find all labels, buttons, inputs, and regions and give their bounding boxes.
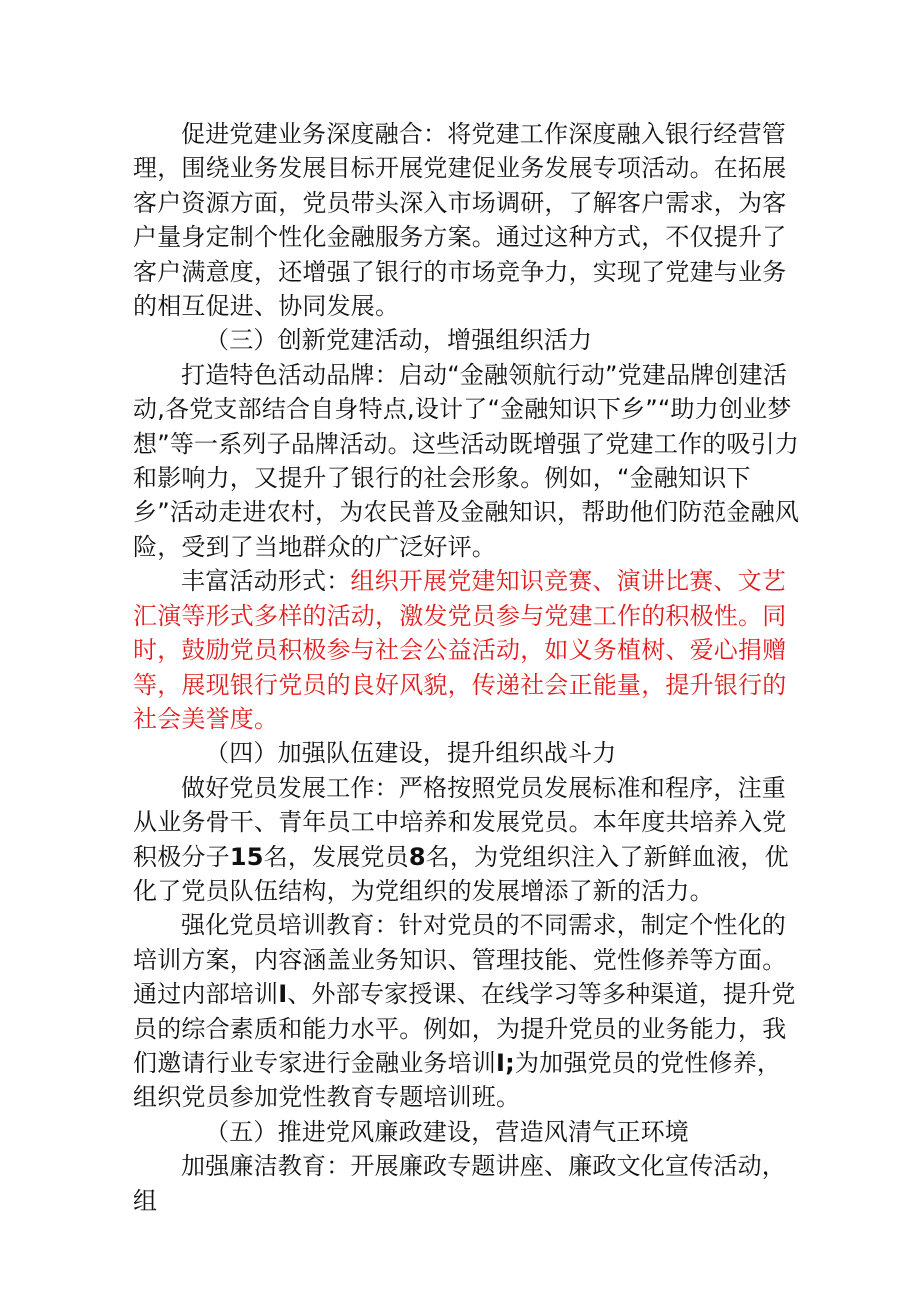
text-segment: 做好党员发展工作：严格按照党员发展标准和程序，注重从业务骨干、青年员工中培养和发展党员。本年度共培养入党积极分子: [133, 773, 787, 871]
text-segment: 、外部专家授课、在线学习等多种渠道，提升党员的综合素质和能力水平。例如，为提升党员的业务能力，我们邀请行业专家进行金融业务培训: [133, 980, 796, 1077]
text-segment: 强化党员培训教育：针对党员的不同需求，制定个性化的培训方案，内容涵盖业务知识、管理技能、党性修养等方面。通过内部培训: [133, 911, 787, 1009]
paragraph-member-training: [133, 908, 803, 1114]
section-heading-4: （四）加强队伍建设，提升组织战斗力: [205, 739, 617, 768]
paragraph-member-development: [133, 771, 803, 909]
activist-count: 15: [229, 842, 264, 871]
document-body: [133, 117, 803, 1218]
section-heading-5: （五）推进党风廉政建设，营造风清气正环境: [205, 1117, 689, 1146]
highlighted-text: 组织开展党建知识竞赛、演讲比赛、文艺汇演等形式多样的活动，激发党员参与党建工作的积极性。同时，鼓励党员积极参与社会公益活动，如义务植树、爱心捐赠等，展现银行党员的良好风貌，传递社会正能量，提升银行的社会美誉度。: [133, 567, 787, 733]
paragraph-activity-brand: 打造特色活动品牌：启动“金融领航行动”党建品牌创建活动,各党支部结合自身特点,设计了“金融知识下乡”“助力创业梦想”等一系列子品牌活动。这些活动既增强了党建工作的吸引力和影响力，又提升了银行的社会形象。例如，“金融知识下乡”活动走进农村，为农民普及金融知识，帮助他们防范金融风险，受到了当地群众的广泛好评。: [133, 360, 800, 561]
paragraph-business-integration: 促进党建业务深度融合：将党建工作深度融入银行经营管理，围绕业务发展目标开展党建促业务发展专项活动。在拓展客户资源方面，党员带头深入市场调研，了解客户需求，为客户量身定制个性化金融服务方案。通过这种方式，不仅提升了客户满意度，还增强了银行的市场竞争力，实现了党建与业务的相互促进、协同发展。: [133, 120, 787, 321]
section-heading-3: （三）创新党建活动，增强组织活力: [205, 326, 593, 355]
text-segment: 名，为党组织注入了新鲜血液，优化了党员队伍结构，为党组织的发展增添了新的活力。: [133, 842, 789, 905]
paragraph-integrity-education: 加强廉洁教育：开展廉政专题讲座、廉政文化宣传活动，组: [133, 1152, 786, 1215]
text-segment: 名，发展党员: [263, 842, 409, 871]
text-artifact: I: [278, 980, 288, 1009]
text-segment: 为加强党员的党性修养，组织党员参加党性教育专题培训班。: [133, 1048, 782, 1112]
paragraph-lead: 丰富活动形式：: [181, 567, 351, 596]
text-artifact: I;: [496, 1048, 515, 1077]
new-member-count: 8: [408, 842, 426, 871]
paragraph-activity-forms: [133, 564, 803, 736]
